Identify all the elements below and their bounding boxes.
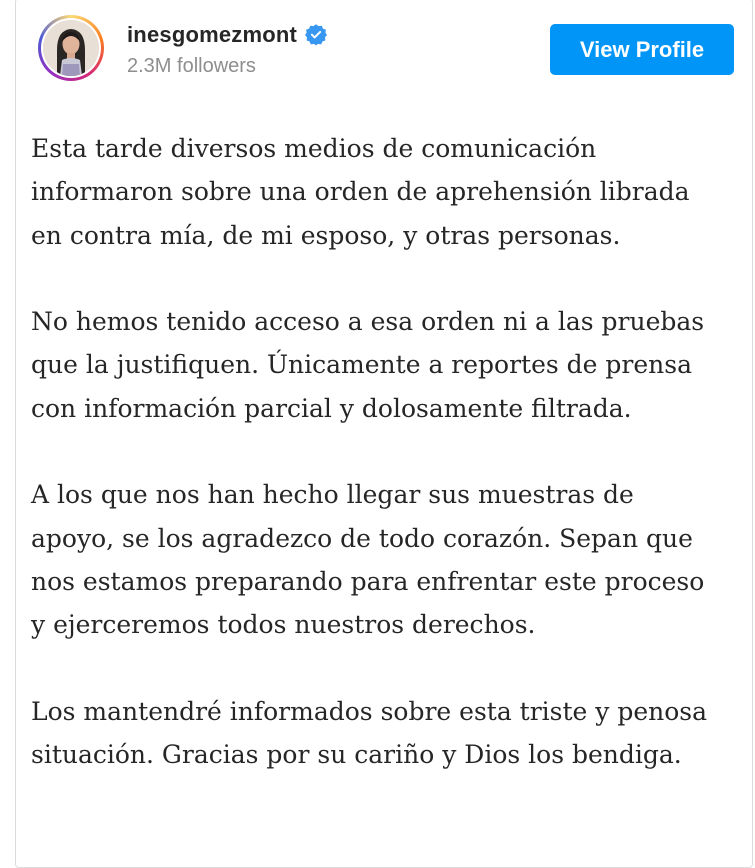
username-row [127, 22, 327, 48]
follower-count: 2.3M followers [127, 55, 256, 77]
avatar-ring-inner [41, 18, 101, 78]
post-paragraph: A los que nos han hecho llegar sus muestras de apoyo, se los agradezco de todo corazón. Sepan que nos estamos preparando para enfrentar este proceso y ejerceremos todos nuestros derechos. [31, 480, 705, 640]
verified-badge-icon [305, 24, 327, 46]
username-link[interactable]: inesgomezmont [127, 22, 298, 47]
avatar-photo-icon [43, 20, 99, 76]
post-paragraph: Los mantendré informados sobre esta triste y penosa situación. Gracias por su cariño y Dios los bendiga. [31, 696, 708, 770]
view-profile-button[interactable]: View Profile [550, 24, 734, 75]
post-paragraph: No hemos tenido acceso a esa orden ni a las pruebas que la justifiquen. Únicamente a reportes de prensa con información parcial y dolosamente filtrada. [31, 307, 705, 423]
post-caption [31, 127, 746, 820]
post-paragraph: Esta tarde diversos medios de comunicación informaron sobre una orden de aprehensión librada en contra mía, de mi esposo, y otras personas. [31, 134, 690, 250]
avatar[interactable] [43, 20, 99, 76]
avatar-story-ring[interactable] [38, 15, 104, 81]
